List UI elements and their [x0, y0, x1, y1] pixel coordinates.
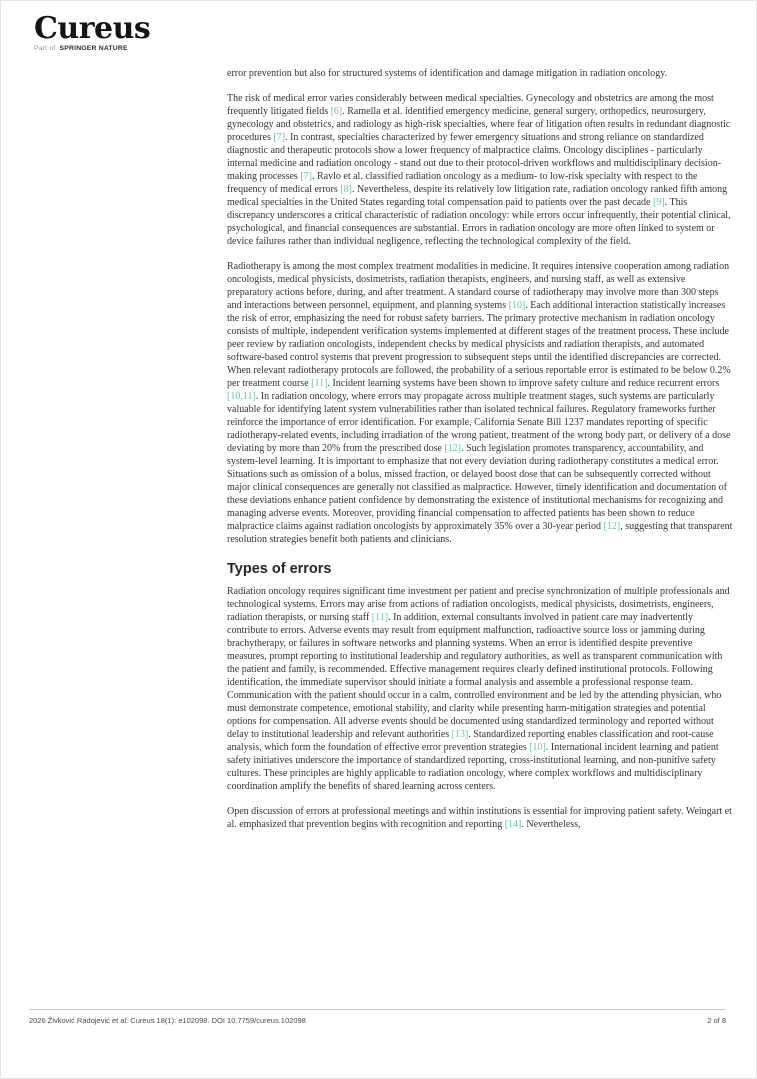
text-segment: . Standardized reporting enables classification and root-cause analysis, which form the foundation of effective error prevention strategies	[227, 729, 714, 753]
paragraph	[227, 260, 733, 546]
paragraph	[227, 92, 733, 248]
text-segment: . In contrast, specialties characterized by fewer emergency situations and strong reliance on standardized diagnostic and therapeutic protocols show a lower frequency of malpractice claims. Oncology disciplines - particularly internal medicine and radiation oncology - stand out due to their protocol-driven workflows and multidisciplinary decision-making processes	[227, 132, 722, 182]
citation-link[interactable]: [14]	[504, 819, 522, 830]
logo-tagline	[34, 45, 150, 52]
cureus-logo	[34, 13, 150, 52]
text-segment: Radiotherapy is among the most complex treatment modalities in medicine. It requires intensive cooperation among radiation oncologists, medical physicists, dosimetrists, radiation therapists, engineers, and nursing staff, as well as extensive preparatory actions before, during, and after treatment. A standard course of radiotherapy may involve more than 300 steps and interactions between personnel, equipment, and planning systems	[227, 261, 730, 311]
citation-link[interactable]: [6]	[330, 106, 343, 117]
citation-link[interactable]: [10,11]	[227, 391, 256, 402]
text-segment: , suggesting that transparent resolution strategies benefit both patients and clinicians.	[227, 521, 733, 545]
citation-link[interactable]: [10]	[529, 742, 546, 753]
article-body	[227, 67, 733, 843]
citation-link[interactable]: [7]	[273, 132, 286, 143]
text-segment: Radiation oncology requires significant time investment per patient and precise synchronization of multiple professionals and technological systems. Errors may arise from actions of radiation oncologists, medical physicists, dosimetrists, engineers, radiation therapists, or nursing staff	[227, 586, 730, 623]
text-segment: . Such legislation promotes transparency, accountability, and system-level learning. It is important to emphasize that not every deviation during radiotherapy constitutes a medical error. Situations such as omission of a bolus, missed fraction, or delayed boost dose that can be subsequently corrected without major clinical consequences are generally not classified as malpractice. However, timely identification and documentation of these deviations enhance patient confidence by demonstrating the existence of institutional mechanisms for recognizing and managing adverse events. Moreover, providing financial compensation to affected patients has been shown to reduce malpractice claims against radiation oncologists by approximately 35% over a 30-year period	[227, 443, 727, 532]
citation-link[interactable]: [10]	[508, 300, 526, 311]
tagline-brand: SPRINGER NATURE	[59, 45, 128, 52]
text-segment: Open discussion of errors at professional meetings and within institutions is essential for improving patient safety. Weingart et al. emphasized that prevention begins with recognition and reporting	[227, 806, 732, 830]
page-footer	[29, 1009, 726, 1025]
text-segment: . Nevertheless,	[521, 819, 581, 830]
text-segment: . Ramella et al. identified emergency medicine, general surgery, orthopedics, neurosurgery, gynecology and obstetrics, and radiology as high-risk specialties, where fear of litigation often results in redundant diagnostic procedures	[227, 106, 731, 143]
citation-link[interactable]: [13]	[451, 729, 469, 740]
text-segment: . This discrepancy underscores a critical characteristic of radiation oncology: while errors occur infrequently, their potential clinical, psychological, and financial consequences are substantial. Errors in radiation oncology are more often linked to system or device failures rather than individual negligence, reflecting the technological complexity of the field.	[227, 197, 731, 247]
paragraph	[227, 67, 733, 80]
paragraph	[227, 585, 733, 793]
footer-citation: 2026 Živković Radojević et al. Cureus 18(1): e102098. DOI 10.7759/cureus.102098	[29, 1016, 306, 1025]
citation-link[interactable]: [9]	[652, 197, 665, 208]
text-segment: . Nevertheless, despite its relatively low litigation rate, radiation oncology ranked fifth among medical specialties in the United States regarding total compensation paid to patients over the past decade	[227, 184, 728, 208]
citation-link[interactable]: [8]	[340, 184, 352, 195]
text-segment: . Incident learning systems have been shown to improve safety culture and reduce recurrent errors	[327, 378, 720, 389]
section-heading: Types of errors	[227, 561, 332, 577]
text-segment: . In addition, external consultants involved in patient care may inadvertently contribute to errors. Adverse events may result from equipment malfunction, radioactive source loss or jamming during brachytherapy, or failures in software networks and planning systems. When an error is identified despite preventive measures, prompt reporting to institutional leadership and regulatory authorities, as well as transparent communication with the patient and family, is recommended. Effective management requires clearly defined institutional protocols. Following identification, the immediate supervisor should initiate a formal analysis and assemble a professional response team. Communication with the patient should occur in a calm, controlled environment and be led by the attending physician, who must demonstrate competence, emotional stability, and clarity while presenting harm-mitigation strategies and potential options for compensation. All adverse events should be documented using standardized terminology and reported without delay to institutional leadership and relevant authorities	[227, 612, 723, 740]
citation-link[interactable]: [11]	[311, 378, 328, 389]
citation-link[interactable]: [12]	[444, 443, 462, 454]
citation-link[interactable]: [12]	[603, 521, 621, 532]
citation-link[interactable]: [7]	[300, 171, 312, 182]
brand-wordmark: Cureus	[34, 11, 151, 46]
text-segment: . International incident learning and patient safety initiatives underscore the importance of standardized reporting, cross-institutional learning, and non-punitive safety cultures. These principles are highly applicable to radiation oncology, where complex workflows and multidisciplinary coordination amplify the benefits of shared learning across centers.	[227, 742, 719, 792]
citation-link[interactable]: [11]	[371, 612, 389, 623]
text-segment: The risk of medical error varies considerably between medical specialties. Gynecology and obstetrics are among the most frequently litigated fields	[227, 93, 714, 117]
text-segment: . Ravlo et al. classified radiation oncology as a medium- to low-risk specialty with respect to the frequency of medical errors	[227, 171, 698, 195]
text-segment: . In radiation oncology, where errors may propagate across multiple treatment stages, such systems are particularly valuable for identifying latent system vulnerabilities rather than isolated technical failures. Regulatory frameworks further reinforce the importance of error identification. For example, California Senate Bill 1237 mandates reporting of specific radiotherapy-related events, including irradiation of the wrong patient, treatment of the wrong body part, or delivery of a dose deviating by more than 20% from the prescribed dose	[227, 391, 731, 454]
text-segment: . Each additional interaction statistically increases the risk of error, emphasizing the need for robust safety barriers. The primary protective mechanism in radiation oncology consists of multiple, independent verification systems implemented at different stages of the treatment process. These include peer review by radiation oncologists, independent checks by medical physicists and radiation therapists, and automated software-based control systems that prevent progression to subsequent steps until the identified discrepancies are corrected. When relevant radiotherapy protocols are followed, the probability of a serious reportable error is estimated to be below 0.2% per treatment course	[227, 300, 731, 389]
tagline-prefix: Part of	[34, 45, 56, 52]
paragraph	[227, 805, 733, 831]
page-number: 2 of 8	[707, 1016, 726, 1025]
text-segment: error prevention but also for structured systems of identification and damage mitigation in radiation oncology.	[227, 68, 668, 79]
